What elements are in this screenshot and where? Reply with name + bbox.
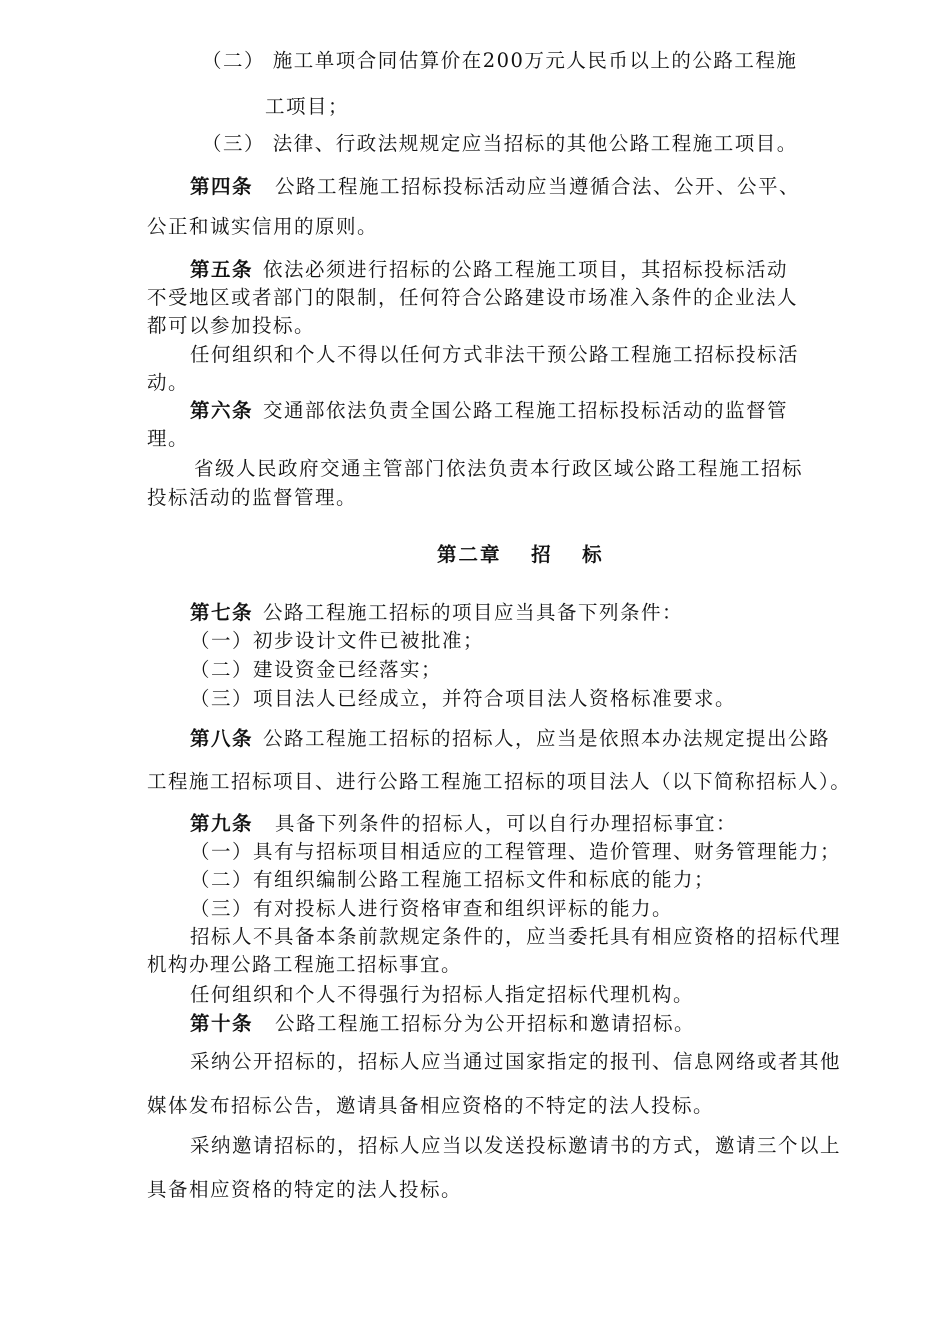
article-8-line-2: 工程施工招标项目、进行公路工程施工招标的项目法人（以下简称招标人）。 (147, 770, 852, 793)
article-8-label: 第八条 (190, 727, 254, 750)
article-6 (190, 398, 788, 424)
chapter-title (437, 542, 604, 568)
article-10-para-3: 采纳邀请招标的，招标人应当以发送投标邀请书的方式，邀请三个以上 (190, 1134, 842, 1157)
article-8-text: 公路工程施工招标的招标人，应当是依照本办法规定提出公路 (263, 727, 831, 750)
article-7-text: 公路工程施工招标的项目应当具备下列条件： (263, 601, 684, 624)
article-5-line-2: 不受地区或者部门的限制，任何符合公路建设市场准入条件的企业法人 (147, 286, 799, 309)
article-9-item-1: （一）具有与招标项目相适应的工程管理、造价管理、财务管理能力； (190, 840, 842, 863)
article-10-para-2-line-2: 媒体发布招标公告，邀请具备相应资格的不特定的法人投标。 (147, 1094, 715, 1117)
article-7-item-1: （一）初步设计文件已被批准； (190, 629, 485, 652)
article-4 (190, 174, 800, 200)
article-10 (190, 1011, 695, 1037)
article-6-line-2: 理。 (147, 427, 190, 450)
article-10-label: 第十条 (190, 1012, 254, 1035)
article-6-para-2-line-2: 投标活动的监督管理。 (147, 486, 358, 509)
item-2-line-2: 工项目； (265, 95, 350, 118)
article-4-label: 第四条 (190, 175, 254, 198)
article-5-line-3: 都可以参加投标。 (147, 314, 316, 337)
article-6-text: 交通部依法负责全国公路工程施工招标投标活动的监督管 (263, 399, 789, 422)
article-9 (190, 811, 737, 837)
article-8 (190, 726, 830, 752)
chapter-title-text: 第二章 招 标 (437, 543, 604, 566)
article-4-line-2: 公正和诚实信用的原则。 (147, 215, 379, 238)
article-7 (190, 600, 683, 626)
article-7-label: 第七条 (190, 601, 254, 624)
article-5-para-2-line-2: 动。 (147, 371, 190, 394)
article-10-text: 公路工程施工招标分为公开招标和邀请招标。 (275, 1012, 696, 1035)
article-5-para-2: 任何组织和个人不得以任何方式非法干预公路工程施工招标投标活 (190, 343, 800, 366)
article-6-para-2: 省级人民政府交通主管部门依法负责本行政区域公路工程施工招标 (194, 457, 804, 480)
article-7-item-2: （二）建设资金已经落实； (190, 658, 443, 681)
article-9-label: 第九条 (190, 812, 254, 835)
article-5-label: 第五条 (190, 258, 254, 281)
article-4-text: 公路工程施工招标投标活动应当遵循合法、公开、公平、 (275, 175, 801, 198)
article-9-para-3: 任何组织和个人不得强行为招标人指定招标代理机构。 (190, 983, 695, 1006)
item-2-line-1: （二） 施工单项合同估算价在200万元人民币以上的公路工程施 (202, 49, 798, 72)
article-9-item-2: （二）有组织编制公路工程施工招标文件和标底的能力； (190, 868, 716, 891)
article-9-text: 具备下列条件的招标人，可以自行办理招标事宜： (275, 812, 738, 835)
article-9-para-2: 招标人不具备本条前款规定条件的，应当委托具有相应资格的招标代理 (190, 925, 842, 948)
article-6-label: 第六条 (190, 399, 254, 422)
article-10-para-2: 采纳公开招标的，招标人应当通过国家指定的报刊、信息网络或者其他 (190, 1050, 842, 1073)
article-5 (190, 257, 788, 283)
article-5-text: 依法必须进行招标的公路工程施工项目，其招标投标活动 (263, 258, 789, 281)
item-3-line: （三） 法律、行政法规规定应当招标的其他公路工程施工项目。 (202, 132, 798, 155)
article-10-para-3-line-2: 具备相应资格的特定的法人投标。 (147, 1178, 463, 1201)
article-9-para-2-line-2: 机构办理公路工程施工招标事宜。 (147, 953, 463, 976)
article-7-item-3: （三）项目法人已经成立，并符合项目法人资格标准要求。 (190, 687, 737, 710)
article-9-item-3: （三）有对投标人进行资格审查和组织评标的能力。 (190, 897, 674, 920)
